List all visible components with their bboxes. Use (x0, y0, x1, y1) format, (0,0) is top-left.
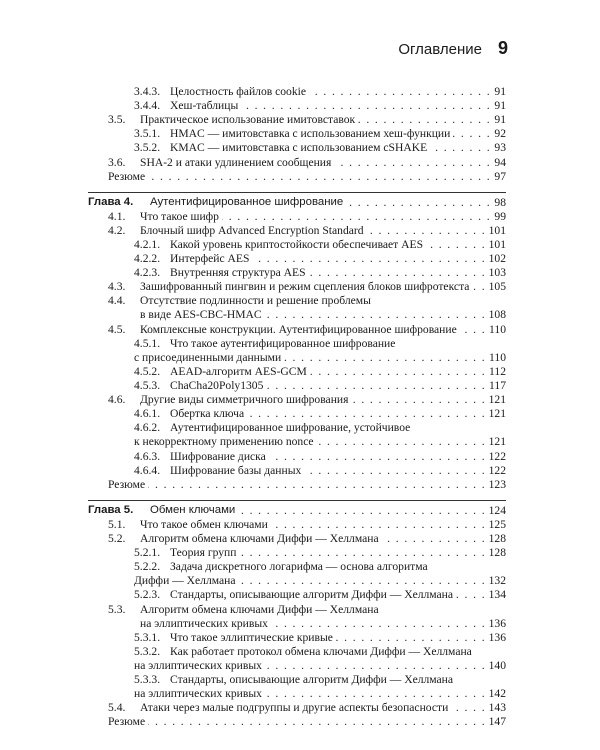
leader-dots (265, 307, 486, 322)
toc-entry[interactable] (0, 322, 600, 336)
leader-dots (284, 350, 486, 365)
toc-entry[interactable] (0, 140, 600, 154)
toc-entry-number: 3.4.4. (134, 99, 161, 113)
toc-page-number: 122 (488, 449, 506, 463)
toc-entry-title: HMAC — имитовставка с использованием хеш-функции (170, 127, 451, 141)
toc-entry-title: Аутентифицированное шифрование (150, 195, 344, 208)
toc-entry-title: Интерфейс AES (170, 252, 250, 266)
toc-entry[interactable] (0, 98, 600, 112)
toc-entry[interactable] (0, 112, 600, 126)
toc-page-number: 92 (494, 127, 506, 141)
toc-entry-title-continuation: к некорректному применению nonce (134, 435, 314, 449)
leader-dots (351, 392, 486, 407)
toc-entry-title: Комплексные конструкции. Аутентифицированное шифрование (140, 322, 457, 336)
toc-entry[interactable] (0, 714, 600, 728)
toc-entry[interactable] (0, 251, 600, 265)
toc-page-number: 124 (488, 503, 506, 517)
leader-dots (358, 112, 491, 127)
toc-page-number: 103 (488, 266, 506, 280)
toc-entry-number: 5.2.3. (134, 588, 161, 602)
toc-entry-title: Что такое аутентифицированное шифрование (170, 336, 396, 350)
toc-entry-title: KMAC — имитовставка с использованием cSHAKE (170, 141, 428, 155)
toc-entry-title: Шифрование диска (170, 449, 266, 463)
toc-entry-title: Зашифрованный пингвин и режим сцепления блоков шифротекста (140, 280, 470, 294)
toc-entry-title-continuation: на эллиптических кривых (134, 687, 262, 701)
toc-chapter[interactable] (0, 195, 600, 209)
toc-entry[interactable] (0, 644, 600, 672)
toc-entry-number: 4.2.3. (134, 266, 161, 280)
toc-entry[interactable] (0, 559, 600, 587)
toc-entry-title: Резюме (108, 715, 146, 729)
toc-entry-title: Обмен ключами (150, 503, 236, 516)
leader-dots (304, 463, 486, 478)
toc-page-number: 125 (488, 517, 506, 531)
toc-entry-title: Практическое использование имитовставок (140, 113, 356, 127)
toc-entry[interactable] (0, 449, 600, 463)
toc-chapter[interactable] (0, 503, 600, 517)
toc-entry-title: Как работает протокол обмена ключами Диффи — Хеллмана (170, 644, 472, 658)
toc-page-number: 99 (494, 209, 506, 223)
toc-entry[interactable] (0, 378, 600, 392)
leader-dots (456, 587, 486, 602)
toc-entry[interactable] (0, 84, 600, 98)
leader-dots (241, 98, 491, 113)
toc-entry-title: Отсутствие подлинности и решение проблемы (140, 294, 371, 308)
toc-entry[interactable] (0, 531, 600, 545)
toc-entry-number: 5.3. (108, 602, 126, 616)
leader-dots (252, 251, 486, 266)
toc-page-number: 136 (488, 630, 506, 644)
toc-page-number: 91 (494, 113, 506, 127)
toc-entry-title: Что такое шифр (140, 209, 219, 223)
leader-dots (451, 700, 486, 715)
toc-page-number: 102 (488, 252, 506, 266)
leader-dots (247, 406, 486, 421)
toc-entry-title: Теория групп (170, 546, 237, 560)
chapter-divider (88, 192, 506, 193)
toc-entry-number: 4.6.1. (134, 407, 161, 421)
leader-dots (239, 573, 486, 588)
toc-entry-number: 5.2. (108, 532, 126, 545)
leader-dots (309, 265, 486, 280)
toc-entry[interactable] (0, 336, 600, 364)
toc-entry-title: Стандарты, описывающие алгоритм Диффи — Хеллмана (170, 673, 454, 686)
toc-entry-number: 3.5.1. (134, 127, 161, 141)
toc-entry-title: Задача дискретного логарифма — основа алгоритма (170, 560, 428, 574)
toc-page-number: 147 (488, 715, 506, 729)
toc-entry[interactable] (0, 126, 600, 140)
header-title: Оглавление (398, 41, 482, 58)
leader-dots (426, 237, 486, 252)
toc-page-number: 128 (488, 546, 506, 560)
toc-entry-title: Целостность файлов cookie (170, 85, 307, 98)
toc-entry[interactable] (0, 672, 600, 700)
toc-entry-number: 4.5. (108, 322, 126, 336)
toc-entry[interactable] (0, 293, 600, 321)
toc-entry[interactable] (0, 630, 600, 644)
toc-entry-number: 4.2.2. (134, 252, 161, 266)
leader-dots (265, 686, 486, 701)
toc-entry-number: 5.3.1. (134, 630, 161, 644)
toc-entry[interactable] (0, 463, 600, 477)
toc-entry-number: 4.6.3. (134, 449, 161, 463)
leader-dots (271, 517, 486, 532)
toc-page-number: 108 (488, 308, 506, 322)
toc-page-number: 93 (494, 141, 506, 155)
toc-entry-title: Другие виды симметричного шифрования (140, 393, 349, 407)
toc-entry[interactable] (0, 155, 600, 169)
leader-dots (453, 126, 491, 141)
toc-entry-title: Шифрование базы данных (170, 463, 302, 477)
leader-dots (317, 434, 486, 449)
header-page-number: 9 (497, 38, 508, 58)
leader-dots (310, 364, 486, 379)
toc-entry-title-continuation: в виде AES-CBC-HMAC (140, 308, 262, 322)
toc-entry-number: 3.5.2. (134, 141, 161, 155)
toc-entry-title: SHA-2 и атаки удлинением сообщения (140, 155, 332, 169)
toc-entry-number: 5.1. (108, 517, 126, 531)
toc-entry-title-continuation: Диффи — Хеллмана (134, 574, 236, 588)
leader-dots (148, 714, 486, 729)
toc-entry-number: 4.2. (108, 223, 126, 237)
toc-entry-number: 5.2.2. (134, 560, 161, 574)
chapter-divider (88, 500, 506, 501)
toc-entry[interactable] (0, 406, 600, 420)
leader-dots (238, 503, 486, 518)
toc-entry[interactable] (0, 587, 600, 601)
leader-dots (148, 477, 486, 492)
toc-page-number: 105 (488, 280, 506, 294)
toc-entry-number: 4.2.1. (134, 238, 161, 251)
toc-entry-title-continuation: с присоединенными данными (134, 350, 282, 364)
leader-dots (309, 84, 491, 99)
toc-entry[interactable] (0, 477, 600, 491)
toc-page-number: 142 (488, 687, 506, 701)
leader-dots (346, 195, 491, 210)
leader-dots (472, 279, 486, 294)
toc-page-number: 101 (488, 238, 506, 251)
toc-entry-number: 4.4. (108, 294, 126, 308)
toc-page-number: 110 (489, 322, 506, 336)
toc-entry-number: Глава 5. (88, 503, 134, 516)
toc-entry-title-continuation: на эллиптических кривых (134, 658, 262, 672)
leader-dots (460, 322, 486, 337)
toc-entry-title: AEAD-алгоритм AES-GCM (170, 364, 307, 378)
toc-entry[interactable] (0, 602, 600, 630)
toc-entry-number: 4.3. (108, 280, 126, 294)
leader-dots (239, 545, 486, 560)
toc-entry-number: 4.5.3. (134, 379, 161, 392)
toc-entry-title: Алгоритм обмена ключами Диффи — Хеллмана (140, 602, 379, 616)
toc-entry-title: Атаки через малые подгруппы и другие аспекты безопасности (140, 701, 449, 715)
leader-dots (222, 209, 491, 224)
toc-page-number: 128 (488, 532, 506, 545)
toc-entry[interactable] (0, 265, 600, 279)
toc-page-number: 94 (494, 155, 506, 169)
toc-page-number: 143 (488, 701, 506, 715)
toc-entry-number: 3.4.3. (134, 85, 161, 98)
toc-entry-title: Аутентифицированное шифрование, устойчивое (170, 421, 411, 435)
leader-dots (430, 140, 491, 155)
toc-entry-number: 4.5.1. (134, 336, 161, 350)
toc-page-number: 123 (488, 477, 506, 491)
toc-page-number: 101 (488, 223, 506, 237)
leader-dots (271, 616, 486, 631)
toc-entry[interactable] (0, 279, 600, 293)
toc-entry-title: Внутренняя структура AES (170, 266, 306, 280)
toc-entry[interactable] (0, 392, 600, 406)
toc-page-number: 91 (494, 99, 506, 113)
toc-entry[interactable] (0, 169, 600, 183)
leader-dots (269, 449, 486, 464)
leader-dots (148, 169, 491, 184)
toc-entry-title: ChaCha20Poly1305 (170, 379, 264, 392)
toc-entry-number: 4.1. (108, 209, 126, 223)
toc-entry[interactable] (0, 517, 600, 531)
toc-entry-title: Что такое эллиптические кривые (170, 630, 333, 644)
leader-dots (336, 630, 486, 645)
toc-entry-number: 4.6. (108, 393, 126, 407)
toc-entry[interactable] (0, 545, 600, 559)
toc-page-number: 121 (488, 435, 506, 449)
running-header (398, 38, 508, 59)
leader-dots (266, 378, 486, 393)
toc-entry[interactable] (0, 700, 600, 714)
toc-entry-number: 4.6.4. (134, 463, 161, 477)
toc-entry-title: Блочный шифр Advanced Encryption Standard (140, 223, 364, 237)
leader-dots (265, 658, 486, 673)
toc-entry-number: 5.3.3. (134, 673, 161, 686)
toc-entry[interactable] (0, 420, 600, 448)
toc-entry-number: 5.2.1. (134, 546, 161, 560)
toc-page-number: 121 (488, 407, 506, 421)
toc-entry[interactable] (0, 209, 600, 223)
toc-page-number: 110 (489, 350, 506, 364)
toc-page-number: 122 (488, 463, 506, 477)
toc-entry-title: Алгоритм обмена ключами Диффи — Хеллмана (140, 532, 379, 545)
toc-entry-number: 3.5. (108, 113, 126, 127)
leader-dots (367, 223, 486, 238)
toc-page-number: 98 (494, 195, 506, 209)
toc-page-number: 121 (488, 393, 506, 407)
toc-entry-number: 5.4. (108, 701, 126, 715)
toc-entry-number: 4.5.2. (134, 364, 161, 378)
toc-entry-number: Глава 4. (88, 195, 134, 208)
toc-entry-title: Какой уровень криптостойкости обеспечивает AES (170, 238, 424, 251)
toc-entry-title: Резюме (108, 477, 146, 491)
toc-page-number: 134 (488, 588, 506, 602)
toc-entry-number: 3.6. (108, 155, 126, 169)
toc-entry-number: 4.6.2. (134, 421, 161, 435)
toc-entry-title-continuation: на эллиптических кривых (140, 616, 268, 630)
toc-page-number: 136 (488, 616, 506, 630)
toc-page-number: 112 (489, 364, 506, 378)
toc-entry[interactable] (0, 223, 600, 237)
toc-page-number: 140 (488, 658, 506, 672)
toc-page-number: 117 (489, 379, 506, 392)
leader-dots (382, 531, 486, 546)
toc-entry-title: Обертка ключа (170, 407, 245, 421)
leader-dots (334, 155, 491, 170)
toc-page-number: 91 (494, 85, 506, 98)
toc-page-number: 97 (494, 169, 506, 183)
toc-entry-title: Стандарты, описывающие алгоритм Диффи — Хеллмана (170, 588, 454, 602)
toc-entry-title: Что такое обмен ключами (140, 517, 268, 531)
toc-entry[interactable] (0, 364, 600, 378)
toc-page-number: 132 (488, 574, 506, 588)
toc-entry-title: Хеш-таблицы (170, 99, 239, 113)
toc-entry-number: 5.3.2. (134, 644, 161, 658)
toc-entry-title: Резюме (108, 169, 146, 183)
toc-entry[interactable] (0, 237, 600, 251)
